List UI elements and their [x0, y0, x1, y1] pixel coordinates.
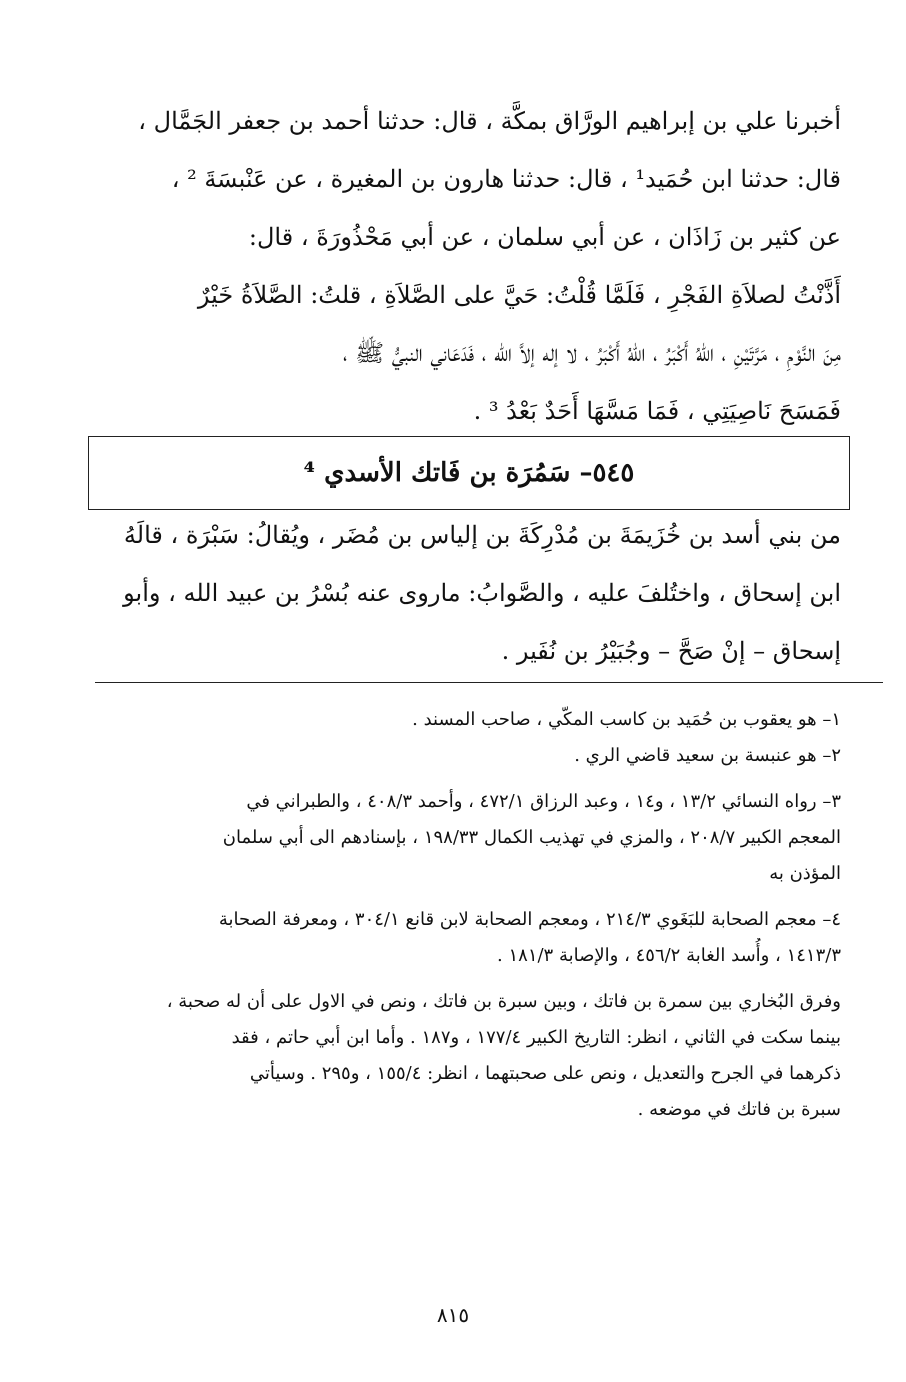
biography-paragraph — [95, 506, 841, 680]
text-line: ابن إسحاق ، واختُلفَ عليه ، والصَّوابُ: ماروى عنه بُسْرُ بن عبيد الله ، وأبو — [123, 579, 841, 607]
footnote-line: ٤– معجم الصحابة للبَغَوي ٢١٤/٣ ، ومعجم الصحابة لابن قانع ٣٠٤/١ ، ومعرفة الصحابة — [218, 909, 841, 930]
text-line: أَذَّنْتُ لصلاَةِ الفَجْرِ ، فَلَمَّا قُلْتُ: حَيَّ على الصَّلاَةِ ، قلتُ: الصَّلاَةُ خَيْرٌ — [197, 281, 841, 309]
text-line: من بني أسد بن خُزَيمَةَ بن مُدْرِكَةَ بن إلياس بن مُضَر ، ويُقالُ: سَبْرَة ، قالَهُ — [123, 521, 841, 549]
footnote-line: ٢– هو عنبسة بن سعيد قاضي الري . — [574, 745, 841, 766]
page-number: ٨١٥ — [436, 1303, 470, 1327]
footnote-line: المعجم الكبير ٢٠٨/٧ ، والمزي في تهذيب الكمال ١٩٨/٣٣ ، بإسنادهم الى أبي سلمان — [222, 827, 841, 848]
footnotes — [95, 702, 841, 1128]
hadith-paragraph — [95, 92, 841, 440]
footnote-line: ذكرهما في الجرح والتعديل ، ونص على صحبتهما ، انظر: ١٥٥/٤ ، و٢٩٥ . وسيأتي — [249, 1063, 841, 1084]
footnote-line: ١٤١٣/٣ ، وأُسد الغابة ٤٥٦/٢ ، والإصابة ١٨١/٣ . — [497, 945, 841, 966]
footnote-line: سبرة بن فاتك في موضعه . — [637, 1099, 841, 1120]
text-line: مِنَ النَّوْمِ ، مَرَّتَيْنِ ، اللهُ أَكْبَرُ ، اللهُ أَكْبَرُ ، لا إله إلاَّ الله ، فَدَعَاني النبيُّ ﷺ ، — [342, 339, 841, 367]
footnote-2 — [95, 738, 841, 774]
footnote-line: ١– هو يعقوب بن حُمَيد بن كاسب المكّي ، صاحب المسند . — [412, 709, 841, 730]
text-line: إسحاق – إنْ صَحَّ – وجُبَيْرُ بن نُفَير . — [501, 637, 841, 665]
entry-title: ٥٤٥– سَمُرَة بن فَاتك الأسدي ⁴ — [303, 458, 635, 488]
footnote-line: بينما سكت في الثاني ، انظر: التاريخ الكبير ١٧٧/٤ ، و١٨٧ . وأما ابن أبي حاتم ، فقد — [231, 1027, 841, 1048]
footnote-4 — [95, 902, 841, 974]
text-line: فَمَسَحَ نَاصِيَتِي ، فَمَا مَسَّهَا أَحَدٌ بَعْدُ ³ . — [473, 397, 841, 425]
footnote-4-continuation — [95, 984, 841, 1128]
footnote-3 — [95, 784, 841, 892]
footnote-line: ٣– رواه النسائي ١٣/٢ ، و١٤ ، وعبد الرزاق ٤٧٢/١ ، وأحمد ٤٠٨/٣ ، والطبراني في — [246, 791, 841, 812]
footnote-1 — [95, 702, 841, 738]
text-line: أخبرنا علي بن إبراهيم الورَّاق بمكَّة ، قال: حدثنا أحمد بن جعفر الجَمَّال ، — [138, 107, 841, 135]
entry-title-box — [88, 436, 850, 510]
text-line: قال: حدثنا ابن حُمَيد¹ ، قال: حدثنا هارون بن المغيرة ، عن عَنْبسَةَ ² ، — [171, 165, 841, 193]
footnote-line: المؤذن به — [769, 863, 841, 884]
footnote-line: وفرق البُخاري بين سمرة بن فاتك ، وبين سبرة بن فاتك ، ونص في الاول على أن له صحبة ، — [166, 991, 841, 1012]
text-line: عن كثير بن زَاذَان ، عن أبي سلمان ، عن أبي مَحْذُورَةَ ، قال: — [248, 223, 841, 251]
footnote-separator — [95, 682, 883, 683]
